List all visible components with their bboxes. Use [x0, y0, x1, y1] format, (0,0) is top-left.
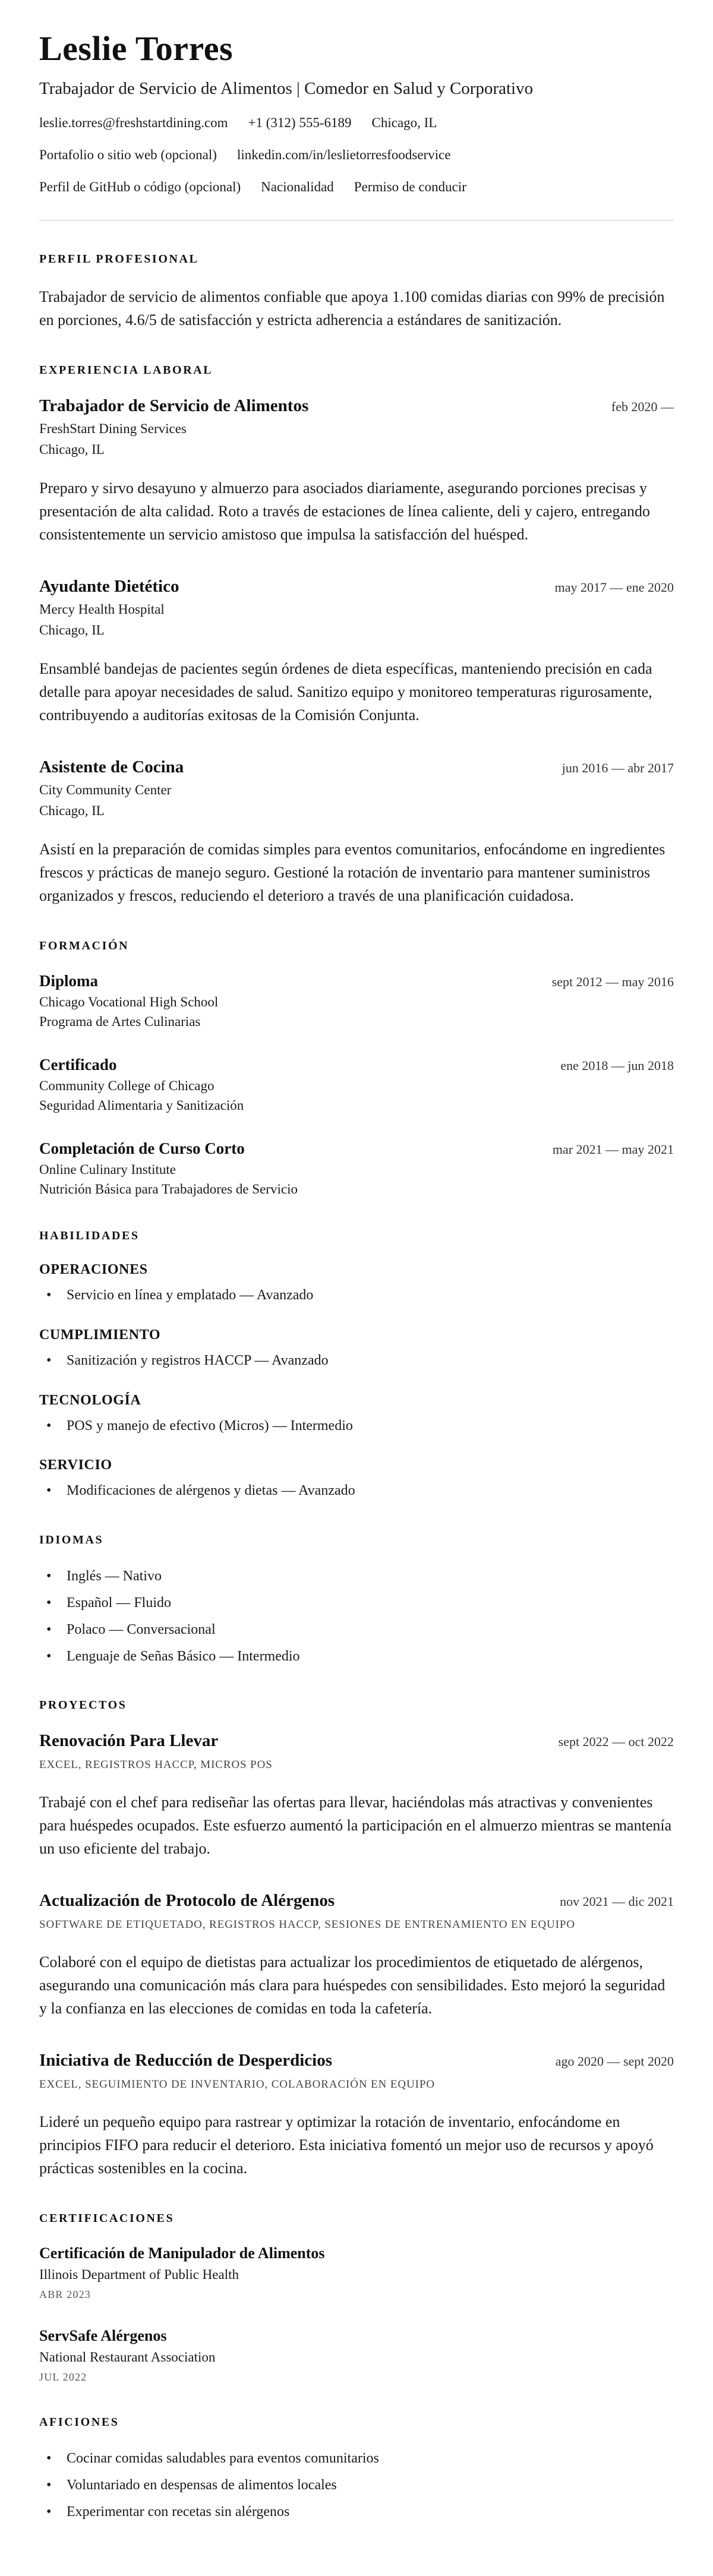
job-date-range: feb 2020 — — [611, 399, 674, 414]
hobby-item: • Voluntariado en despensas de alimentos locales — [39, 2475, 674, 2496]
school-name: Chicago Vocational High School — [39, 995, 219, 1009]
section-heading-skills: HABILIDADES — [39, 1229, 140, 1242]
section-education — [39, 939, 674, 1197]
skill-list — [39, 1285, 674, 1306]
skill-group-name: CUMPLIMIENTO — [39, 1327, 161, 1343]
project-date-range: nov 2021 — dic 2021 — [560, 1894, 674, 1909]
certification-issuer: National Restaurant Association — [39, 2350, 216, 2365]
person-name: Leslie Torres — [39, 29, 234, 68]
section-heading-experience: EXPERIENCIA LABORAL — [39, 364, 213, 377]
hobby-item: • Cocinar comidas saludables para eventos comunitarios — [39, 2448, 674, 2469]
driving-license-placeholder-text: Permiso de conducir — [354, 179, 466, 194]
resume-header — [39, 29, 674, 220]
entry-head — [39, 757, 674, 777]
program-name: Programa de Artes Culinarias — [39, 1014, 201, 1029]
contact-row-2 — [39, 147, 674, 163]
skill-item: • POS y manejo de efectivo (Micros) — Intermedio — [39, 1416, 674, 1437]
language-item: • Lenguaje de Señas Básico — Intermedio — [39, 1646, 674, 1667]
nationality-placeholder-text: Nacionalidad — [261, 179, 334, 194]
project-tags: SOFTWARE DE ETIQUETADO, REGISTROS HACCP, SESIONES DE ENTRENAMIENTO EN EQUIPO — [39, 1918, 575, 1931]
entry-head — [39, 396, 674, 416]
skill-group-name: TECNOLOGÍA — [39, 1392, 141, 1408]
project-title: Actualización de Protocolo de Alérgenos — [39, 1891, 335, 1911]
project-tags: EXCEL, REGISTROS HACCP, MICROS POS — [39, 1759, 273, 1772]
skill-group — [39, 1262, 674, 1306]
language-item: • Polaco — Conversacional — [39, 1620, 674, 1640]
project-description: Trabajé con el chef para rediseñar las ofertas para llevar, haciéndolas más atractivas y convenientes para huéspedes ocupados. Este esfuerzo aumentó la participación en el almuerzo mientras se mantenía un uso eficiente del trabajo. — [39, 1794, 672, 1858]
section-projects — [39, 1699, 674, 2180]
job-location: Chicago, IL — [39, 803, 105, 818]
section-heading-languages: IDIOMAS — [39, 1533, 104, 1547]
github-placeholder-text: Perfil de GitHub o código (opcional) — [39, 179, 241, 194]
job-description: Asistí en la preparación de comidas simples para eventos comunitarios, enfocándome en ingredientes frescos y prácticas de manejo seguro. Gestioné la rotación de inventario para mantener suministros organizados y frescos, reduciendo el deterioro a través de una planificación cuidadosa. — [39, 841, 665, 904]
job-title: Trabajador de Servicio de Alimentos — [39, 396, 309, 415]
section-profile — [39, 252, 674, 332]
section-heading-profile: PERFIL PROFESIONAL — [39, 252, 199, 266]
job-date-range: may 2017 — ene 2020 — [554, 580, 674, 595]
language-item: • Español — Fluido — [39, 1593, 674, 1614]
project-description: Colaboré con el equipo de dietistas para actualizar los procedimientos de etiquetado de alérgenos, asegurando una comunicación más clara para huéspedes con sensibilidades. Esto mejoró la seguridad y la confianza en las elecciones de comidas en toda la cafetería. — [39, 1953, 665, 2018]
section-heading-certifications: CERTIFICACIONES — [39, 2212, 175, 2225]
linkedin-text: linkedin.com/in/leslietorresfoodservice — [236, 147, 451, 162]
entry-head — [39, 1139, 674, 1158]
profile-summary-text: Trabajador de servicio de alimentos confiable que apoya 1.100 comidas diarias con 99% de precisión en porciones, 4.6/5 de satisfacción y estricta adherencia a estándares de sanitización. — [39, 288, 665, 329]
certification-name: ServSafe Alérgenos — [39, 2327, 167, 2345]
skill-item: • Servicio en línea y emplatado — Avanzado — [39, 1285, 674, 1306]
program-name: Nutrición Básica para Trabajadores de Servicio — [39, 1182, 298, 1197]
skill-item: • Sanitización y registros HACCP — Avanzado — [39, 1350, 674, 1371]
skill-group-name: OPERACIONES — [39, 1262, 148, 1277]
entry-head — [39, 1731, 674, 1751]
experience-entry — [39, 396, 674, 546]
contact-row-3 — [39, 179, 674, 195]
project-date-range: ago 2020 — sept 2020 — [555, 2054, 674, 2069]
project-entry — [39, 1891, 674, 2020]
skill-list — [39, 1416, 674, 1437]
skill-item: • Modificaciones de alérgenos y dietas — Avanzado — [39, 1480, 674, 1501]
project-entry — [39, 1731, 674, 1860]
education-entry — [39, 1056, 674, 1113]
skill-group-name: SERVICIO — [39, 1457, 112, 1473]
degree-title: Diploma — [39, 972, 99, 990]
certification-date: ABR 2023 — [39, 2288, 92, 2301]
certification-entry — [39, 2244, 674, 2301]
certification-issuer: Illinois Department of Public Health — [39, 2267, 239, 2283]
job-date-range: jun 2016 — abr 2017 — [561, 760, 674, 775]
section-skills — [39, 1229, 674, 1501]
education-entry — [39, 1139, 674, 1197]
section-hobbies — [39, 2416, 674, 2522]
certification-date: JUL 2022 — [39, 2371, 87, 2384]
certification-entry — [39, 2327, 674, 2384]
section-experience — [39, 364, 674, 907]
entry-head — [39, 972, 674, 990]
school-name: Community College of Chicago — [39, 1078, 214, 1093]
portfolio-placeholder-text: Portafolio o sitio web (opcional) — [39, 147, 217, 162]
section-heading-education: FORMACIÓN — [39, 939, 130, 952]
hobby-item: • Experimentar con recetas sin alérgenos — [39, 2502, 674, 2523]
experience-entry — [39, 577, 674, 727]
section-certifications — [39, 2212, 674, 2384]
section-languages — [39, 1533, 674, 1666]
job-title: Ayudante Dietético — [39, 577, 179, 596]
education-date-range: mar 2021 — may 2021 — [552, 1142, 674, 1157]
skill-list — [39, 1350, 674, 1371]
section-heading-hobbies: AFICIONES — [39, 2416, 119, 2429]
job-description: Ensamblé bandejas de pacientes según órdenes de dieta específicas, manteniendo precisión en cada detalle para apoyar necesidades de salud. Sanitizo equipo y monitoreo temperaturas rigurosamente, contribuyendo a auditorías exitosas de la Comisión Conjunta. — [39, 660, 652, 724]
project-date-range: sept 2022 — oct 2022 — [558, 1734, 674, 1750]
project-title: Iniciativa de Reducción de Desperdicios — [39, 2051, 332, 2070]
section-heading-projects: PROYECTOS — [39, 1699, 127, 1712]
education-date-range: sept 2012 — may 2016 — [551, 974, 674, 989]
phone-text: +1 (312) 555-6189 — [248, 115, 352, 130]
headline: Trabajador de Servicio de Alimentos | Comedor en Salud y Corporativo — [39, 79, 534, 98]
location-text: Chicago, IL — [371, 115, 437, 130]
email-text: leslie.torres@freshstartdining.com — [39, 115, 228, 130]
school-name: Online Culinary Institute — [39, 1162, 176, 1177]
skill-group — [39, 1393, 674, 1437]
hobby-list — [39, 2448, 674, 2522]
degree-title: Completación de Curso Corto — [39, 1139, 245, 1157]
job-title: Asistente de Cocina — [39, 757, 184, 776]
job-description: Preparo y sirvo desayuno y almuerzo para asociados diariamente, asegurando porciones precisas y presentación de alta calidad. Roto a través de estaciones de línea caliente, deli y cajero, entregando consistentemente un servicio amistoso que impulsa la satisfacción del huésped. — [39, 479, 650, 543]
job-location: Chicago, IL — [39, 623, 105, 637]
job-company: FreshStart Dining Services — [39, 421, 187, 436]
experience-entry — [39, 757, 674, 907]
skill-group — [39, 1327, 674, 1371]
language-item: • Inglés — Nativo — [39, 1566, 674, 1587]
entry-head — [39, 1056, 674, 1074]
skill-list — [39, 1480, 674, 1501]
job-location: Chicago, IL — [39, 442, 105, 457]
certification-name: Certificación de Manipulador de Alimentos — [39, 2244, 325, 2262]
contact-row-1 — [39, 115, 674, 131]
job-company: Mercy Health Hospital — [39, 602, 165, 617]
project-entry — [39, 2051, 674, 2180]
entry-head — [39, 2051, 674, 2070]
program-name: Seguridad Alimentaria y Sanitización — [39, 1098, 244, 1113]
project-description: Lideré un pequeño equipo para rastrear y optimizar la rotación de inventario, enfocándome en principios FIFO para reducir el deterioro. Esta iniciativa fomentó un mejor uso de recursos y apoyó prácticas sostenibles en la cocina. — [39, 2113, 654, 2177]
language-list — [39, 1566, 674, 1666]
degree-title: Certificado — [39, 1056, 117, 1074]
entry-head — [39, 577, 674, 596]
project-title: Renovación Para Llevar — [39, 1731, 219, 1751]
education-date-range: ene 2018 — jun 2018 — [560, 1058, 674, 1073]
skill-group — [39, 1457, 674, 1501]
project-tags: EXCEL, SEGUIMIENTO DE INVENTARIO, COLABORACIÓN EN EQUIPO — [39, 2078, 435, 2091]
education-entry — [39, 972, 674, 1030]
entry-head — [39, 1891, 674, 1911]
job-company: City Community Center — [39, 782, 172, 797]
